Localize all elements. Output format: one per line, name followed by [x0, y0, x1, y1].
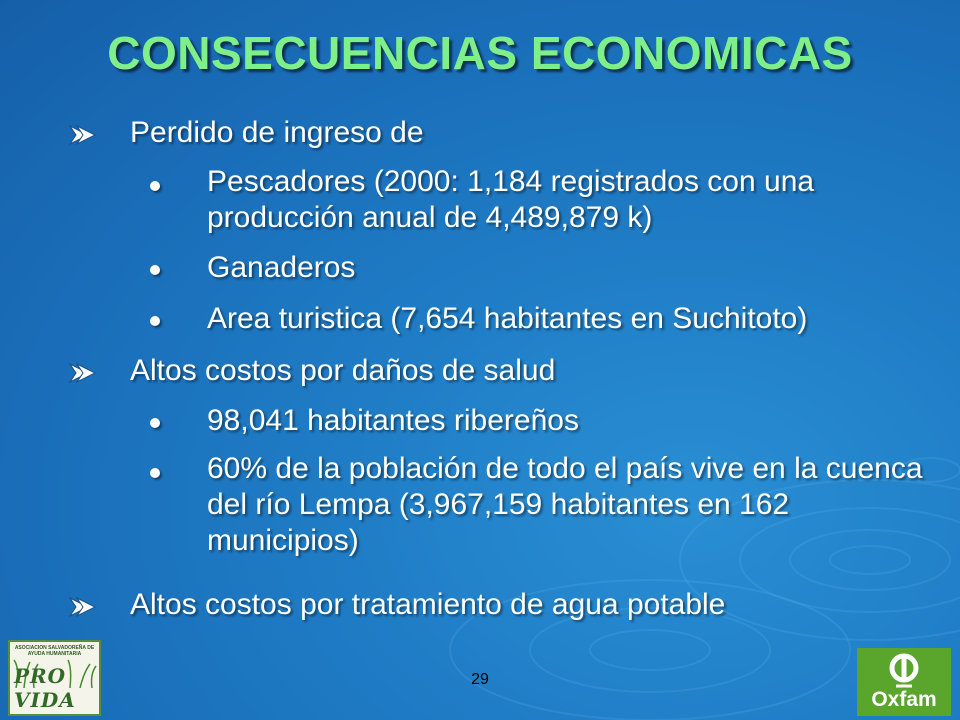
oxfam-logo [857, 648, 951, 716]
dot-bullet-icon [150, 265, 160, 275]
dot-bullet-icon [150, 316, 160, 326]
sub-bullet-item: Ganaderos [207, 251, 356, 284]
dot-bullet-icon [150, 418, 160, 428]
arrow-bullet-icon [68, 362, 96, 384]
oxfam-symbol-icon [884, 652, 924, 688]
arrow-bullet-icon [68, 596, 96, 618]
logo-header-text: ASOCIACION SALVADOREÑA DE AYUDA HUMANITARIA [14, 645, 95, 657]
dot-bullet-icon [150, 181, 160, 191]
logo-name: Oxfam [871, 688, 937, 711]
page-number: 29 [471, 671, 489, 688]
slide-title: CONSECUENCIAS ECONOMICAS [107, 27, 853, 79]
logo-name: PRO VIDA [14, 664, 76, 712]
arrow-bullet-icon [68, 124, 96, 146]
dot-bullet-icon [150, 468, 160, 478]
bullet-item: Altos costos por daños de salud [130, 354, 556, 387]
sub-bullet-item: Area turistica (7,654 habitantes en Suchitoto) [207, 302, 808, 335]
sub-bullet-item: 60% de la población de todo el país vive en la cuenca del río Lempa (3,967,159 habitantes en 162 municipios) [207, 452, 923, 557]
pro-vida-logo [8, 640, 101, 716]
sub-bullet-item: Pescadores (2000: 1,184 registrados con una producción anual de 4,489,879 k) [207, 165, 815, 234]
bullet-item: Altos costos por tratamiento de agua potable [130, 588, 726, 621]
sub-bullet-item: 98,041 habitantes ribereños [207, 404, 579, 437]
bullet-item: Perdido de ingreso de [130, 116, 424, 149]
